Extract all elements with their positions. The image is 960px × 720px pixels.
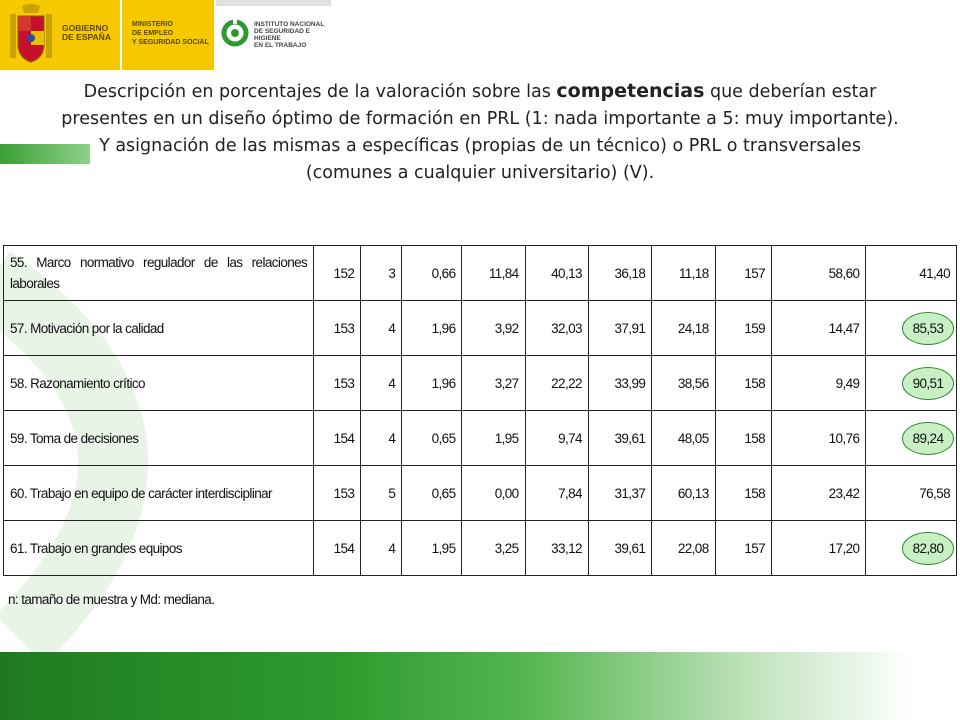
cell-esp: 58,60 (772, 246, 866, 301)
cell-p4: 31,37 (588, 466, 651, 521)
cell-n: 154 (314, 411, 361, 466)
title-bold-word: competencias (556, 80, 705, 102)
insht-ring-icon (220, 18, 250, 48)
title-part-2: que deberían estar presentes en un diseño óptimo de formación en PRL (1: nada importante a 5: muy importante). Y asignación de las mismas a específicas (propias de un técnico) o PRL o transversales (comunes a cualquier universitario) (V). (61, 82, 899, 183)
cell-p3: 32,03 (525, 301, 588, 356)
cell-md: 3 (361, 246, 402, 301)
table-row (4, 411, 957, 466)
cell-p4: 39,61 (588, 521, 651, 576)
gov-line-2: DE ESPAÑA (62, 32, 111, 42)
cell-n2: 158 (715, 411, 771, 466)
gov-line-1: GOBIERNO (62, 23, 109, 33)
ministry-line-1: MINISTERIO (132, 21, 173, 28)
cell-trans (866, 521, 957, 576)
cell-p2: 3,92 (462, 301, 525, 356)
table-row (4, 521, 957, 576)
ministry-line-3: Y SEGURIDAD SOCIAL (132, 39, 209, 46)
cell-p2: 3,25 (462, 521, 525, 576)
cell-n: 153 (314, 466, 361, 521)
table-row (4, 356, 957, 411)
competency-label: 59. Toma de decisiones (4, 411, 314, 466)
cell-p1: 1,96 (402, 301, 462, 356)
cell-p1: 0,66 (402, 246, 462, 301)
cell-n2: 157 (715, 521, 771, 576)
competency-label: 60. Trabajo en equipo de carácter interdisciplinar (4, 466, 314, 521)
cell-p5: 24,18 (652, 301, 715, 356)
cell-p3: 9,74 (525, 411, 588, 466)
cell-n2: 158 (715, 466, 771, 521)
competencies-table (3, 245, 957, 576)
competency-label: 61. Trabajo en grandes equipos (4, 521, 314, 576)
cell-p4: 37,91 (588, 301, 651, 356)
coat-of-arms-icon (6, 4, 56, 66)
cell-p5: 22,08 (652, 521, 715, 576)
cell-p3: 33,12 (525, 521, 588, 576)
cell-esp: 14,47 (772, 301, 866, 356)
cell-p2: 0,00 (462, 466, 525, 521)
cell-trans (866, 356, 957, 411)
title-part-1: Descripción en porcentajes de la valoración sobre las (83, 82, 557, 102)
cell-p2: 3,27 (462, 356, 525, 411)
cell-p4: 36,18 (588, 246, 651, 301)
highlight-oval: 85,53 (902, 312, 954, 345)
cell-p2: 1,95 (462, 411, 525, 466)
insht-line-3: EN EL TRABAJO (254, 42, 307, 49)
cell-trans (866, 411, 957, 466)
cell-p1: 1,95 (402, 521, 462, 576)
cell-esp: 9,49 (772, 356, 866, 411)
cell-p4: 39,61 (588, 411, 651, 466)
cell-n: 152 (314, 246, 361, 301)
cell-p5: 48,05 (652, 411, 715, 466)
insht-line-1: INSTITUTO NACIONAL (254, 21, 325, 28)
table-footnote: n: tamaño de muestra y Md: mediana. (8, 592, 215, 607)
slide-title (60, 78, 900, 187)
cell-trans (866, 301, 957, 356)
highlight-oval: 82,80 (902, 532, 954, 565)
cell-esp: 17,20 (772, 521, 866, 576)
bottom-green-bar (0, 652, 960, 720)
cell-p3: 40,13 (525, 246, 588, 301)
cell-md: 4 (361, 521, 402, 576)
cell-esp: 10,76 (772, 411, 866, 466)
cell-n: 154 (314, 521, 361, 576)
insht-top-line (216, 0, 331, 6)
cell-n2: 158 (715, 356, 771, 411)
insht-line-2: DE SEGURIDAD E HIGIENE (254, 28, 310, 42)
cell-p3: 7,84 (525, 466, 588, 521)
cell-n2: 159 (715, 301, 771, 356)
highlight-oval: 90,51 (902, 367, 954, 400)
competency-label: 57. Motivación por la calidad (4, 301, 314, 356)
cell-p3: 22,22 (525, 356, 588, 411)
cell-esp: 23,42 (772, 466, 866, 521)
highlight-oval: 89,24 (902, 422, 954, 455)
cell-md: 4 (361, 356, 402, 411)
competency-label: 58. Razonamiento crítico (4, 356, 314, 411)
cell-md: 4 (361, 411, 402, 466)
cell-trans: 76,58 (866, 466, 957, 521)
competency-label: 55. Marco normativo regulador de las relaciones laborales (4, 246, 314, 301)
cell-p5: 38,56 (652, 356, 715, 411)
cell-md: 5 (361, 466, 402, 521)
table-row (4, 246, 957, 301)
cell-p5: 60,13 (652, 466, 715, 521)
cell-n: 153 (314, 301, 361, 356)
table-row (4, 301, 957, 356)
ministry-line-2: DE EMPLEO (132, 30, 174, 37)
insht-logo (216, 14, 334, 58)
cell-p1: 0,65 (402, 466, 462, 521)
cell-p4: 33,99 (588, 356, 651, 411)
table-row (4, 466, 957, 521)
cell-n: 153 (314, 356, 361, 411)
cell-p5: 11,18 (652, 246, 715, 301)
cell-p1: 0,65 (402, 411, 462, 466)
cell-p2: 11,84 (462, 246, 525, 301)
cell-md: 4 (361, 301, 402, 356)
cell-trans: 41,40 (866, 246, 957, 301)
cell-p1: 1,96 (402, 356, 462, 411)
cell-n2: 157 (715, 246, 771, 301)
